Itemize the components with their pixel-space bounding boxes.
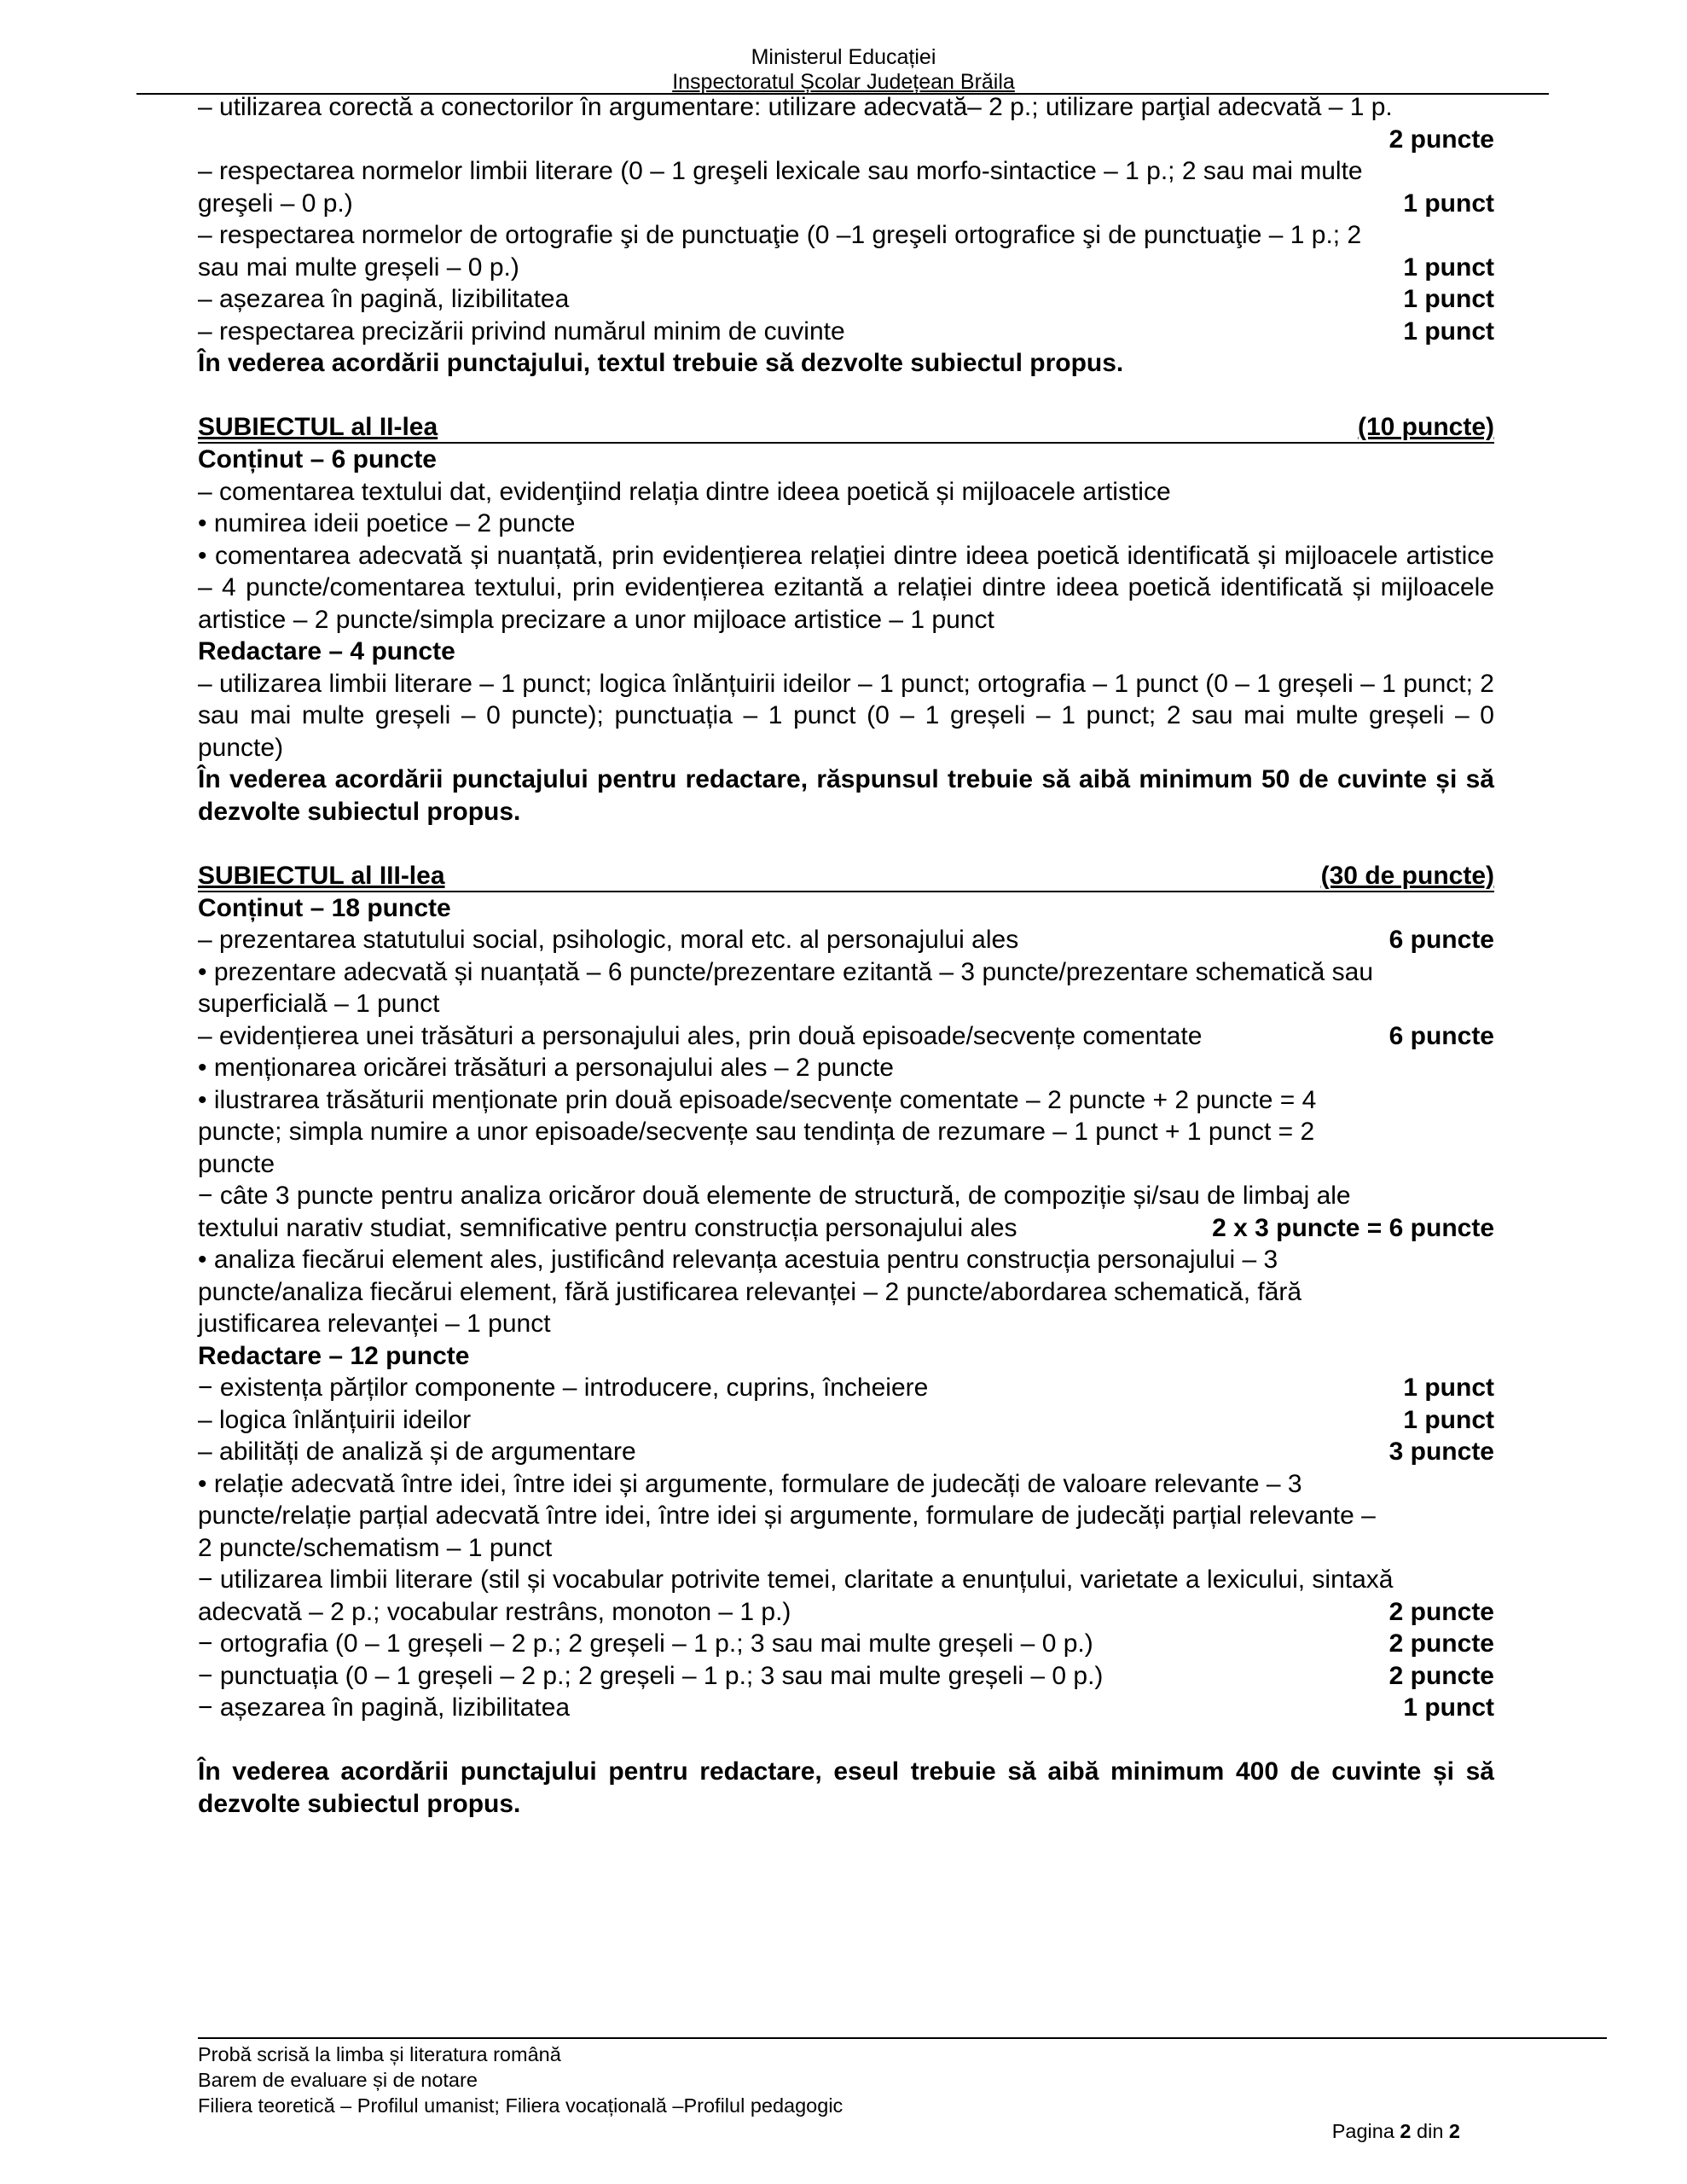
- section2-title: SUBIECTUL al II-lea: [198, 413, 438, 441]
- points-label: 2 puncte: [1388, 1661, 1494, 1690]
- criterion-ortografie-line1: [198, 219, 1494, 252]
- footer-barem-title: Barem de evaluare și de notare: [198, 2069, 478, 2091]
- section2-heading: [198, 413, 1494, 444]
- criterion-existenta: [198, 1372, 1494, 1404]
- criterion-text: textului narativ studiat, semnificative pentru construcția personajului ales: [198, 1213, 1017, 1242]
- criterion-text: − câte 3 puncte pentru analiza oricăror două elemente de structură, de compoziție și/sau de limbaj ale: [198, 1182, 1351, 1210]
- criterion-ortografie-line2: [198, 252, 1494, 284]
- spacer: [198, 828, 1494, 860]
- section2-redactare-text: – utilizarea limbii literare – 1 punct; logica înlănțuirii ideilor – 1 punct; ortografia – 1 punct (0 – 1 greșeli – 1 punct; 2 sau mai multe greșeli – 0 puncte); punctuația – 1 punct (0 – 1 greșeli – 1 punct; 2 sau mai multe greșeli – 0 puncte): [198, 669, 1494, 762]
- criterion-text: – logica înlănțuirii ideilor: [198, 1405, 472, 1434]
- criterion-statut: [198, 924, 1494, 956]
- criterion-text: 2 puncte/schematism – 1 punct: [198, 1533, 553, 1562]
- criterion-detail: [198, 1116, 1494, 1148]
- points-label: 1 punct: [1403, 189, 1494, 218]
- criterion-text: • menționarea oricărei trăsături a personajului ales – 2 puncte: [198, 1054, 894, 1082]
- criterion-detail: [198, 1244, 1494, 1276]
- criterion-detail: [198, 988, 1494, 1020]
- section3-continut-heading: Conținut – 18 puncte: [198, 893, 451, 922]
- points-label: 1 punct: [1403, 317, 1494, 346]
- criterion-text: – respectarea precizării privind numărul minim de cuvinte: [198, 317, 845, 346]
- points-label: 6 puncte: [1388, 1021, 1494, 1050]
- criterion-norme-line2: [198, 188, 1494, 220]
- header-inspectorate: Inspectoratul Școlar Județean Brăila: [672, 70, 1015, 94]
- points-label: 1 punct: [1403, 1405, 1494, 1434]
- criterion-detail: [198, 1468, 1494, 1501]
- criterion-structura-line1: [198, 1180, 1494, 1212]
- criterion-text: – evidențierea unei trăsături a personajului ales, prin două episoade/secvențe comentate: [198, 1021, 1203, 1050]
- criterion-text: – abilități de analiză și de argumentare: [198, 1438, 636, 1466]
- page-prefix: Pagina: [1331, 2120, 1400, 2142]
- criterion-conectori: [198, 91, 1494, 124]
- criterion-text: • prezentare adecvată și nuanțată – 6 puncte/prezentare ezitantă – 3 puncte/prezentare schematică sau: [198, 957, 1374, 986]
- criterion-detail: [198, 1052, 1494, 1084]
- criterion-text: puncte/analiza fiecărui element, fără justificarea relevanței – 2 puncte/abordarea schematică, fără: [198, 1277, 1302, 1306]
- section3-points: (30 de puncte): [1320, 861, 1494, 890]
- criterion-text: puncte/relație parțial adecvată între idei, între idei și argumente, formulare de judecăți parțial relevante –: [198, 1502, 1376, 1530]
- points-label: 1 punct: [1403, 253, 1494, 282]
- criterion-text: puncte: [198, 1149, 275, 1178]
- section3-heading: [198, 862, 1494, 892]
- criterion-text: superficială – 1 punct: [198, 990, 440, 1018]
- section2-continut-line: • numirea ideii poetice – 2 puncte: [198, 509, 576, 537]
- criterion-text: – așezarea în pagină, lizibilitatea: [198, 285, 570, 313]
- footer: [198, 2042, 1460, 2142]
- points-label: 2 x 3 puncte = 6 puncte: [1212, 1213, 1494, 1242]
- section3-title: SUBIECTUL al III-lea: [198, 861, 445, 890]
- section2-continut-line: • comentarea adecvată și nuanțată, prin evidențierea relației dintre ideea poetică identificată și mijloacele artistice – 4 puncte/comentarea textului, prin evidențierea ezitantă a relației dintre ideea poetică identificată și mijloacele artistice – 2 puncte/simpla precizare a unor mijloace artistice – 1 punct: [198, 541, 1494, 634]
- criterion-asezare: [198, 283, 1494, 316]
- points-label: 2 puncte: [1388, 1629, 1494, 1658]
- criterion-text: – utilizarea corectă a conectorilor în argumentare: utilizare adecvată– 2 p.; utilizare parţial adecvată – 1 p.: [198, 93, 1393, 121]
- criterion-detail: [198, 1532, 1494, 1565]
- page-number: [198, 2118, 1460, 2144]
- section3-redactare-heading: Redactare – 12 puncte: [198, 1341, 470, 1370]
- criterion-text: – respectarea normelor limbii literare (0 – 1 greşeli lexicale sau morfo-sintactice – 1 p.; 2 sau mai multe: [198, 157, 1363, 185]
- criterion-text: – prezentarea statutului social, psihologic, moral etc. al personajului ales: [198, 926, 1019, 954]
- criterion-text: sau mai multe greșeli – 0 p.): [198, 253, 519, 282]
- section2-redactare-heading: Redactare – 4 puncte: [198, 637, 455, 665]
- section2-continut-line: – comentarea textului dat, evidenţiind relația dintre ideea poetică și mijloacele artistice: [198, 477, 1171, 506]
- criterion-detail: [198, 1276, 1494, 1309]
- criterion-abilitati: [198, 1436, 1494, 1468]
- points-label: 2 puncte: [1388, 1597, 1494, 1626]
- points-label: 1 punct: [1403, 1693, 1494, 1722]
- criterion-text: − existența părților componente – introducere, cuprins, încheiere: [198, 1374, 929, 1402]
- criterion-text: • analiza fiecărui element ales, justificând relevanța acestuia pentru construcția personajului – 3: [198, 1246, 1278, 1274]
- criterion-text: puncte; simpla numire a unor episoade/secvențe sau tendința de rezumare – 1 punct + 1 punct = 2: [198, 1118, 1315, 1146]
- footer-divider: [198, 2037, 1607, 2039]
- criterion-text: • ilustrarea trăsăturii menționate prin două episoade/secvențe comentate – 2 puncte + 2 puncte = 4: [198, 1085, 1317, 1114]
- page-separator: din: [1411, 2120, 1449, 2142]
- points-label: 1 punct: [1403, 1374, 1494, 1402]
- criterion-conectori-points-row: [198, 124, 1494, 156]
- criterion-logica: [198, 1404, 1494, 1437]
- footer-exam-title: Probă scrisă la limba și literatura română: [198, 2043, 561, 2065]
- criterion-detail: [198, 1148, 1494, 1181]
- section2-note: În vederea acordării punctajului pentru redactare, răspunsul trebuie să aibă minimum 50 de cuvinte și să dezvolte subiectul propus.: [198, 765, 1494, 826]
- criterion-norme-line1: [198, 155, 1494, 188]
- criterion-text: − utilizarea limbii literare (stil și vocabular potrivite temei, claritate a enunțului, varietate a lexicului, sintaxă: [198, 1565, 1394, 1594]
- criterion-numar-cuvinte: [198, 316, 1494, 348]
- criterion-text: greşeli – 0 p.): [198, 189, 353, 218]
- points-label: 3 puncte: [1388, 1438, 1494, 1466]
- criterion-text: • relație adecvată între idei, între idei și argumente, formulare de judecăți de valoare relevante – 3: [198, 1469, 1302, 1498]
- spacer: [198, 380, 1494, 412]
- criterion-text: − ortografia (0 – 1 greșeli – 2 p.; 2 greșeli – 1 p.; 3 sau mai multe greșeli – 0 p.): [198, 1629, 1093, 1658]
- criterion-detail: [198, 1500, 1494, 1532]
- criterion-ortografia: [198, 1628, 1494, 1660]
- section2-points: (10 puncte): [1357, 413, 1494, 441]
- criterion-text: adecvată – 2 p.; vocabular restrâns, monoton – 1 p.): [198, 1597, 791, 1626]
- section1-note: În vederea acordării punctajului, textul trebuie să dezvolte subiectul propus.: [198, 349, 1124, 377]
- criterion-structura-line2: [198, 1212, 1494, 1245]
- criterion-limba-line1: [198, 1564, 1494, 1596]
- criterion-text: − așezarea în pagină, lizibilitatea: [198, 1693, 571, 1722]
- section3-note: În vederea acordării punctajului pentru redactare, eseul trebuie să aibă minimum 400 de cuvinte și să dezvolte subiectul propus.: [198, 1757, 1494, 1818]
- points-label: 2 puncte: [1388, 125, 1494, 154]
- page-current: 2: [1400, 2120, 1412, 2142]
- criterion-asezare: [198, 1692, 1494, 1724]
- section2-continut-heading: Conținut – 6 puncte: [198, 445, 437, 473]
- points-label: 1 punct: [1403, 285, 1494, 313]
- header-ministry: Ministerul Educației: [751, 45, 936, 69]
- criterion-text: − punctuația (0 – 1 greșeli – 2 p.; 2 greșeli – 1 p.; 3 sau mai multe greșeli – 0 p.): [198, 1661, 1104, 1690]
- footer-filiera: Filiera teoretică – Profilul umanist; Filiera vocațională –Profilul pedagogic: [198, 2094, 844, 2117]
- criterion-limba-line2: [198, 1596, 1494, 1629]
- criterion-detail: [198, 956, 1494, 989]
- criterion-detail: [198, 1084, 1494, 1117]
- criterion-punctuatia: [198, 1660, 1494, 1693]
- points-label: 6 puncte: [1388, 926, 1494, 954]
- spacer: [198, 1724, 1494, 1757]
- criterion-detail: [198, 1308, 1494, 1340]
- criterion-text: justificarea relevanței – 1 punct: [198, 1310, 551, 1338]
- criterion-text: – respectarea normelor de ortografie şi de punctuaţie (0 –1 greşeli ortografice şi de punctuaţie – 1 p.; 2: [198, 221, 1362, 249]
- grading-content: [198, 91, 1494, 1820]
- page-total: 2: [1448, 2120, 1460, 2142]
- criterion-trasatura: [198, 1020, 1494, 1053]
